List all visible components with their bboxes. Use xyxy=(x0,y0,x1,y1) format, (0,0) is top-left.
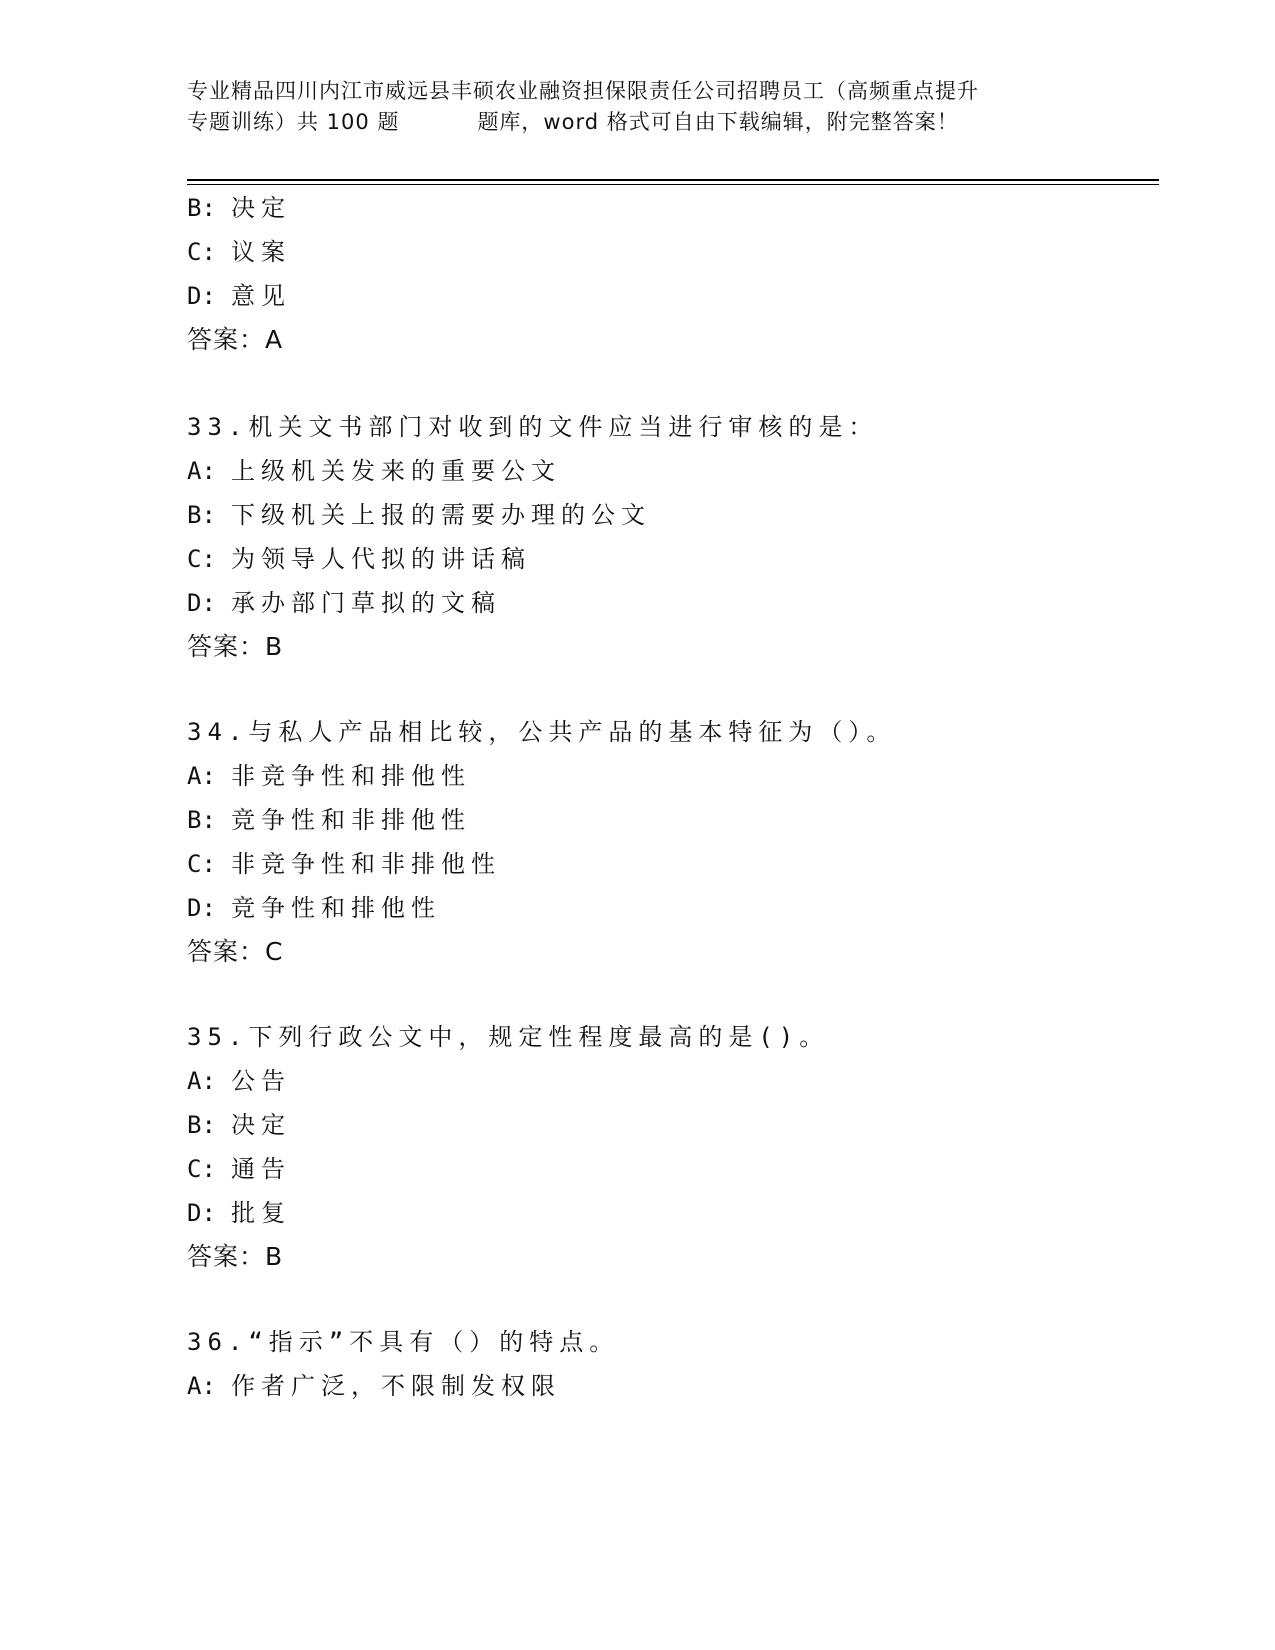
option-b xyxy=(187,1110,291,1140)
question-stem: 36.“指示”不具有（）的特点。 xyxy=(187,1328,620,1356)
answer: 答案：B xyxy=(187,632,284,661)
option-text: 上级机关发来的重要公文 xyxy=(231,457,561,485)
option-label: A: xyxy=(187,762,216,790)
header-line-1: 专业精品四川内江市威远县丰硕农业融资担保限责任公司招聘员工（高频重点提升 xyxy=(187,79,979,103)
option-d xyxy=(187,588,501,618)
option-text: 承办部门草拟的文稿 xyxy=(231,589,501,617)
option-label: A: xyxy=(187,1067,216,1095)
option-c xyxy=(187,849,501,879)
option-text: 通告 xyxy=(231,1155,291,1183)
option-a xyxy=(187,1066,291,1096)
option-label: B: xyxy=(187,806,216,834)
option-text: 批复 xyxy=(231,1199,291,1227)
option-text: 竞争性和非排他性 xyxy=(231,806,471,834)
header-line-2a: 专题训练）共 100 题 xyxy=(187,110,400,134)
option-c xyxy=(187,544,531,574)
option-d xyxy=(187,281,291,311)
option-label: C: xyxy=(187,238,216,266)
option-text: 竞争性和排他性 xyxy=(231,894,441,922)
page-header xyxy=(187,76,1087,138)
option-label: C: xyxy=(187,850,216,878)
option-a xyxy=(187,761,471,791)
option-text: 为领导人代拟的讲话稿 xyxy=(231,545,531,573)
answer: 答案：C xyxy=(187,937,284,966)
option-label: D: xyxy=(187,894,216,922)
option-d xyxy=(187,1198,291,1228)
option-text: 下级机关上报的需要办理的公文 xyxy=(231,501,651,529)
answer: 答案：A xyxy=(187,325,284,354)
option-label: C: xyxy=(187,1155,216,1183)
question-stem: 33.机关文书部门对收到的文件应当进行审核的是： xyxy=(187,413,879,441)
option-label: D: xyxy=(187,282,216,310)
option-c xyxy=(187,1154,291,1184)
option-label: B: xyxy=(187,501,216,529)
option-label: A: xyxy=(187,1372,216,1400)
option-text: 非竞争性和排他性 xyxy=(231,762,471,790)
option-d xyxy=(187,893,441,923)
option-text: 决定 xyxy=(231,1111,291,1139)
header-rule-top xyxy=(187,179,1159,181)
answer: 答案：B xyxy=(187,1242,284,1271)
option-label: B: xyxy=(187,1111,216,1139)
option-label: B: xyxy=(187,194,216,222)
option-text: 议案 xyxy=(231,238,291,266)
option-a xyxy=(187,456,561,486)
question-stem: 34.与私人产品相比较，公共产品的基本特征为（）。 xyxy=(187,718,897,746)
option-text: 决定 xyxy=(231,194,291,222)
header-line-2 xyxy=(187,107,1087,138)
option-text: 意见 xyxy=(231,282,291,310)
header-rule-bottom xyxy=(187,184,1159,185)
option-b xyxy=(187,805,471,835)
option-b xyxy=(187,500,651,530)
option-text: 非竞争性和非排他性 xyxy=(231,850,501,878)
option-b xyxy=(187,193,291,223)
option-text: 作者广泛，不限制发权限 xyxy=(231,1372,561,1400)
option-c xyxy=(187,237,291,267)
question-stem: 35.下列行政公文中，规定性程度最高的是()。 xyxy=(187,1023,830,1051)
header-line-2b: 题库，word 格式可自由下载编辑，附完整答案！ xyxy=(477,110,959,134)
option-label: A: xyxy=(187,457,216,485)
option-text: 公告 xyxy=(231,1067,291,1095)
option-label: C: xyxy=(187,545,216,573)
option-label: D: xyxy=(187,589,216,617)
option-label: D: xyxy=(187,1199,216,1227)
option-a xyxy=(187,1371,561,1401)
